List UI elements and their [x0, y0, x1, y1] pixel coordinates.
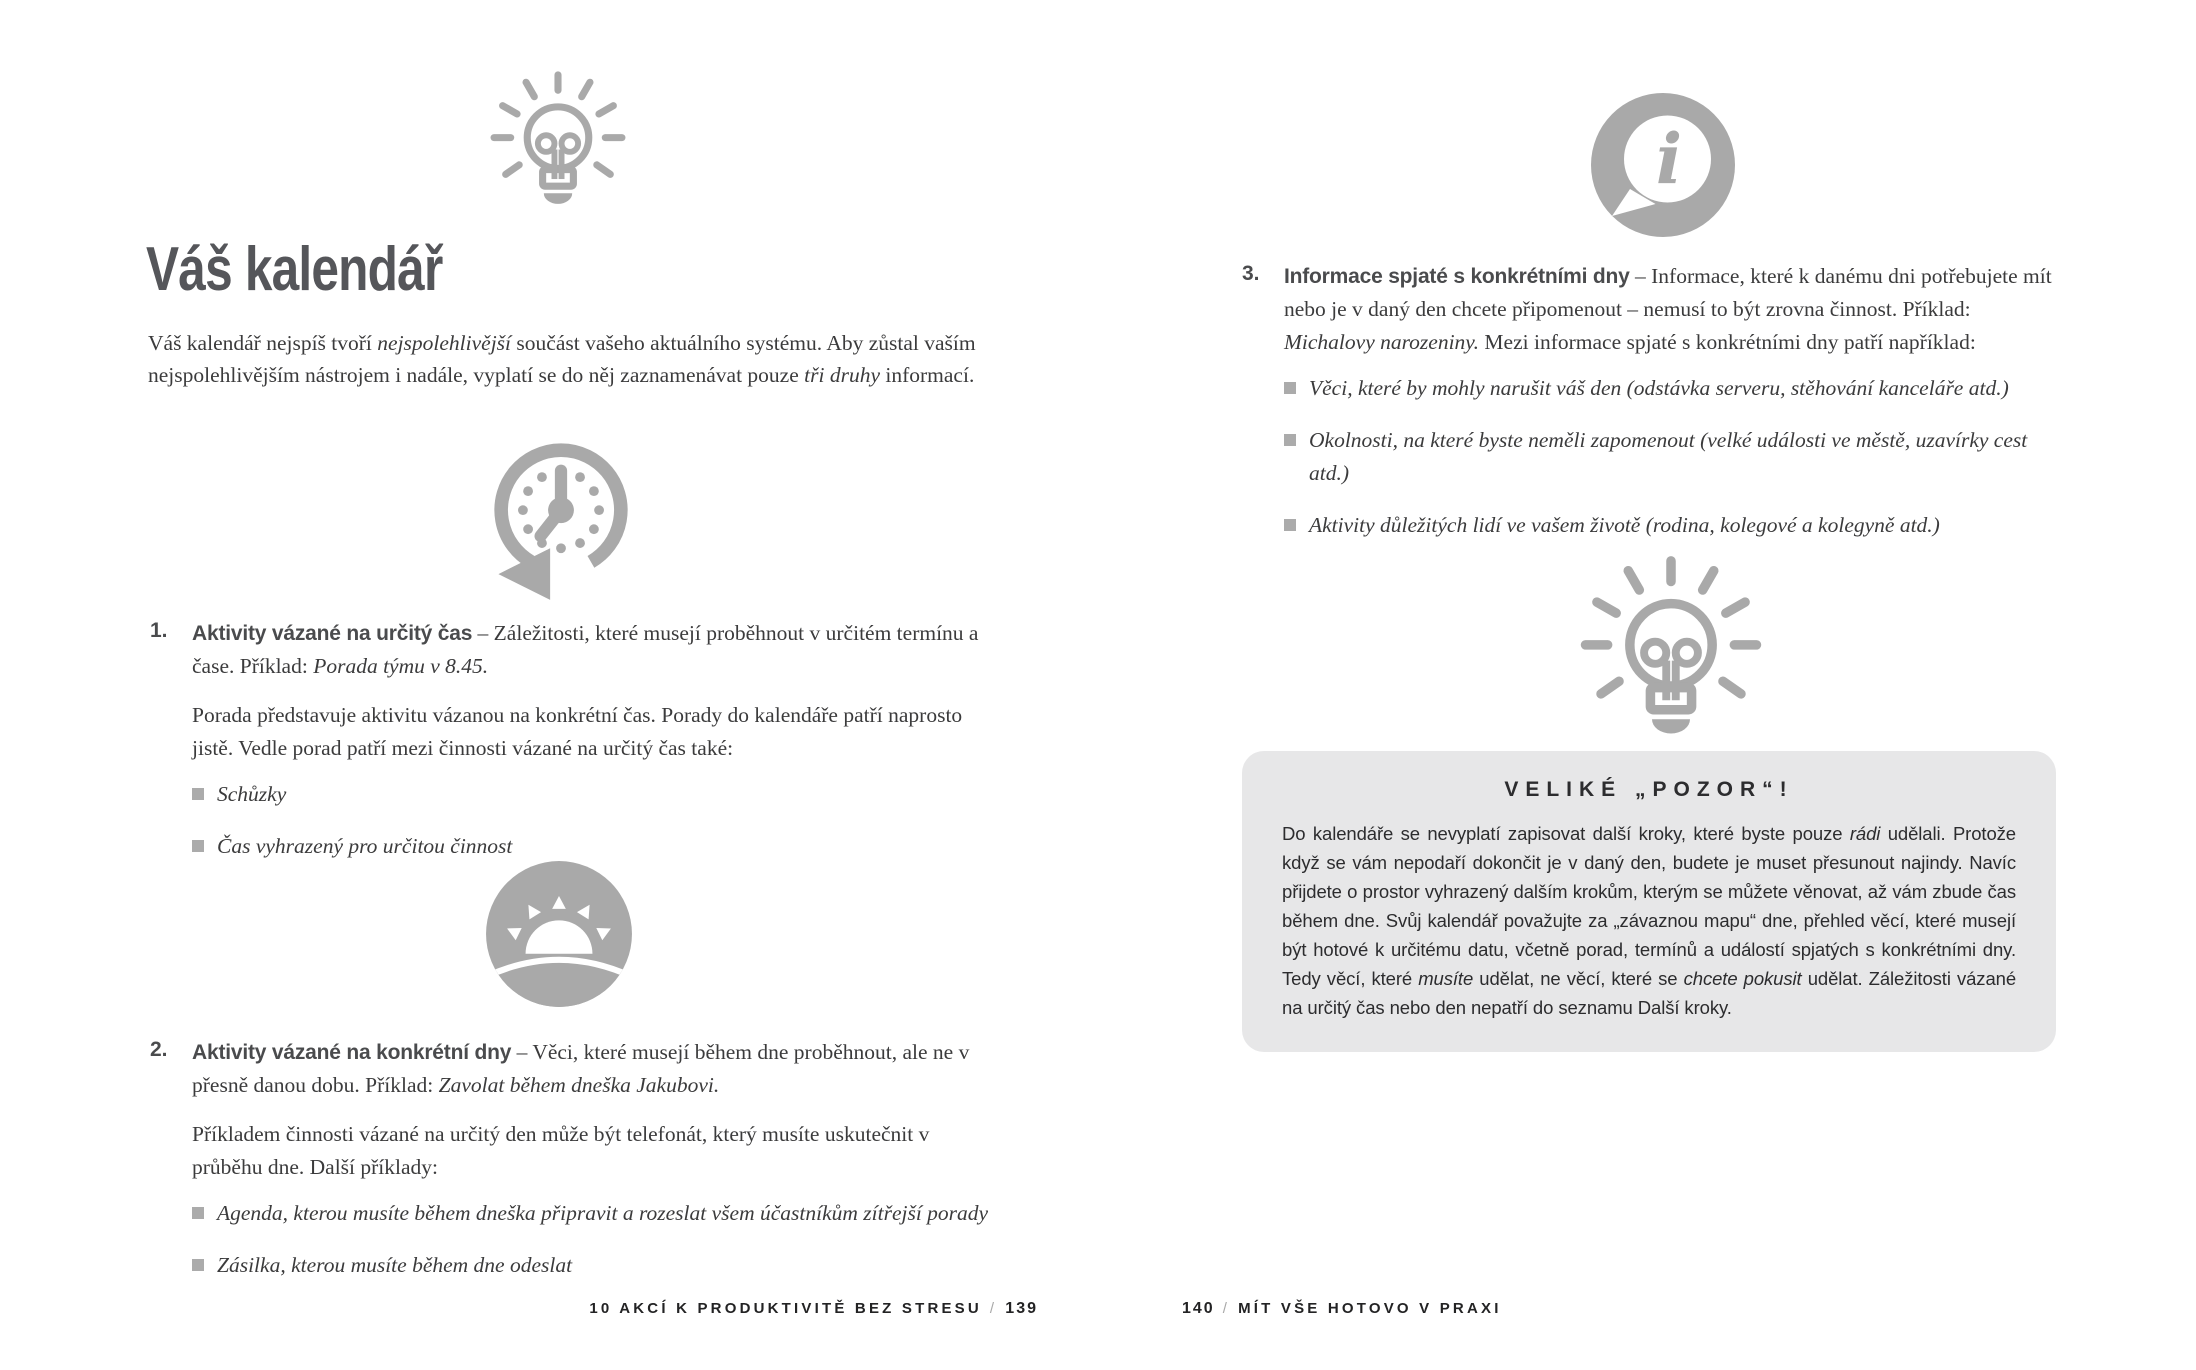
list-item-2	[150, 1036, 998, 1282]
page-right	[1098, 0, 2196, 1370]
sunrise-icon	[483, 858, 635, 1010]
bullet-square-icon	[1284, 382, 1296, 394]
page-number: 139	[1005, 1300, 1038, 1317]
item-paragraph: Příkladem činnosti vázané na určitý den může být telefonát, který musíte uskutečnit v průběhu dne. Další příklady:	[192, 1122, 930, 1179]
footer-separator: /	[1222, 1300, 1231, 1317]
bullet-square-icon	[192, 1259, 204, 1271]
list-item: Agenda, kterou musíte během dneška připravit a rozeslat všem účastníkům zítřejší porady	[192, 1197, 998, 1230]
list-item: Schůzky	[192, 778, 998, 811]
bullet-square-icon	[192, 1207, 204, 1219]
svg-text:i: i	[1655, 119, 1683, 200]
bullet-square-icon	[1284, 519, 1296, 531]
callout-title: VELIKÉ „POZOR“!	[1504, 778, 1794, 801]
page-title: Váš kalendář	[146, 235, 443, 304]
bullet-square-icon	[192, 788, 204, 800]
footer-book-title: 10 AKCÍ K PRODUKTIVITĚ BEZ STRESU	[589, 1300, 982, 1317]
list-item-3	[1242, 260, 2064, 542]
list-item: Okolnosti, na které byste neměli zapomenout (velké události ve městě, uzavírky cest atd.)	[1284, 424, 2064, 490]
item-paragraph: Porada představuje aktivitu vázanou na konkrétní čas. Porady do kalendáře patří naprosto jistě. Vedle porad patří mezi činnosti vázané na určitý čas také:	[192, 703, 963, 760]
item-number: 2.	[150, 1038, 168, 1061]
list-item: Zásilka, kterou musíte během dne odeslat	[192, 1249, 998, 1282]
info-bubble-icon	[1588, 90, 1738, 240]
item-heading: Aktivity vázané na konkrétní dny – Věci, které musejí během dne proběhnout, ale ne v přesně danou dobu. Příklad: Zavolat během dneška Jakubovi.	[192, 1040, 970, 1097]
item-heading: Informace spjaté s konkrétními dny – Informace, které k danému dni potřebujete mít nebo je v daný den chcete připomenout – nemusí to být zrovna činnost. Příklad: Michalovy narozeniny. Mezi informace spjaté s konkrétními dny patří například:	[1284, 264, 2052, 354]
list-item-1	[150, 617, 998, 863]
callout-box	[1242, 751, 2056, 1052]
bullet-list	[192, 1197, 998, 1282]
bullet-square-icon	[192, 840, 204, 852]
lightbulb-icon	[1576, 552, 1766, 744]
bullet-list	[1284, 372, 2064, 542]
intro-paragraph: Váš kalendář nejspíš tvoří nejspolehlivější součást vašeho aktuálního systému. Aby zůstal vaším nejspolehlivějším nástrojem i nadále, vyplatí se do něj zaznamenávat pouze tři druhy informací.	[148, 331, 976, 387]
bullet-square-icon	[1284, 434, 1296, 446]
list-item: Čas vyhrazený pro určitou činnost	[192, 830, 998, 863]
list-item: Věci, které by mohly narušit váš den (odstávka serveru, stěhování kanceláře atd.)	[1284, 372, 2064, 405]
bullet-list	[192, 778, 998, 863]
lightbulb-icon	[487, 64, 629, 216]
footer-separator: /	[989, 1300, 998, 1317]
callout-body: Do kalendáře se nevyplatí zapisovat další kroky, které byste pouze rádi udělali. Protože když se vám nepodaří dokončit je v daný den, budete je muset přesunout najindy. Navíc přijdete o prostor vyhrazený dalším krokům, kterým se můžete věnovat, až vám zbude čas během dne. Svůj kalendář považujte za „závaznou mapu“ dne, přehled věcí, které musejí být hotové k určitému datu, včetně porad, termínů a událostí spjatých s konkrétními dny. Tedy věcí, které musíte udělat, ne věcí, které se chcete pokusit udělat. Záležitosti vázané na určitý čas nebo den nepatří do seznamu Další kroky.	[1282, 823, 2017, 1018]
page-footer-right	[1182, 1300, 1502, 1318]
item-number: 1.	[150, 619, 168, 642]
item-heading: Aktivity vázané na určitý čas – Záležitosti, které musejí proběhnout v určitém termínu a čase. Příklad: Porada týmu v 8.45.	[192, 621, 979, 678]
page-number: 140	[1182, 1300, 1215, 1317]
item-number: 3.	[1242, 262, 1260, 285]
footer-book-title: MÍT VŠE HOTOVO V PRAXI	[1238, 1300, 1502, 1317]
list-item: Aktivity důležitých lidí ve vašem životě (rodina, kolegové a kolegyně atd.)	[1284, 509, 2064, 542]
page-footer-left	[150, 1300, 1038, 1318]
clock-history-icon	[479, 434, 643, 604]
